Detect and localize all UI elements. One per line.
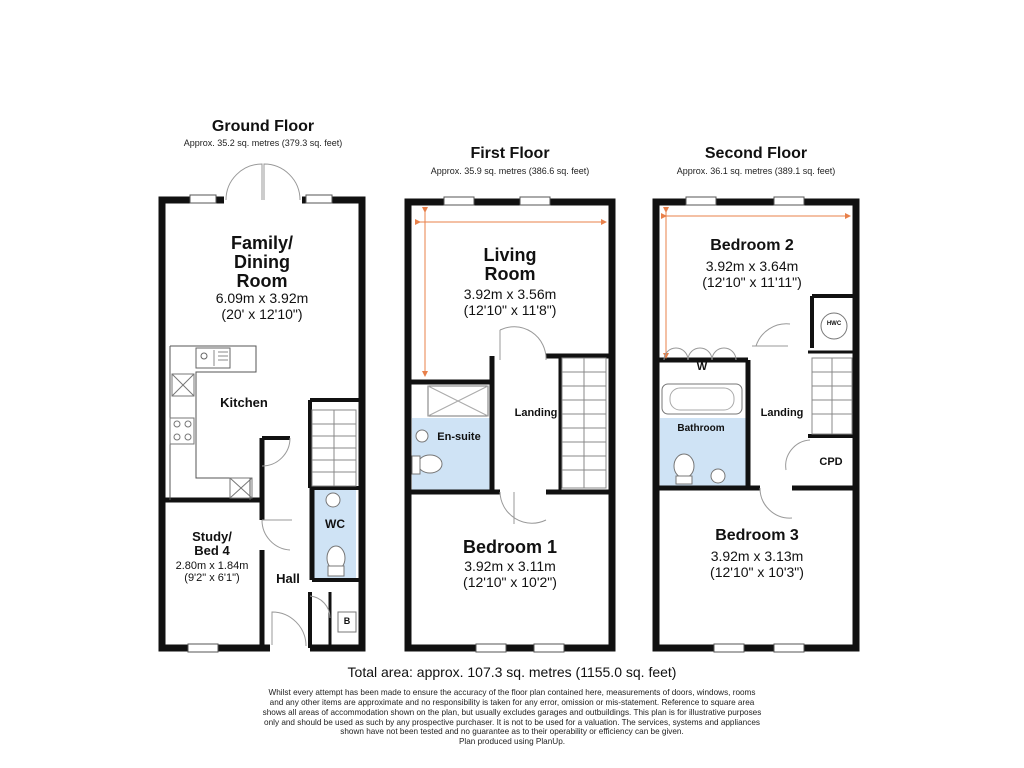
family-dining-room-imperial: (20' x 12'10"): [221, 306, 303, 323]
study-bed4-label: Study/ Bed 4: [192, 529, 232, 558]
living-room-dims: [430, 286, 590, 318]
study-bed4-imperial: (9'2" x 6'1"): [184, 572, 240, 585]
second-floor-title: Second Floor: [704, 145, 808, 162]
ensuite-floor: [412, 418, 490, 490]
disclaimer: [262, 688, 762, 747]
bedroom-2-label: Bedroom 2: [710, 237, 794, 254]
bathroom-label: Bathroom: [677, 423, 725, 434]
boiler-cupboard-label: B: [343, 616, 351, 626]
hwc-label: HWC: [826, 321, 842, 327]
study-bed4-metric: 2.80m x 1.84m: [175, 560, 249, 572]
bedroom-3-label: Bedroom 3: [715, 527, 799, 544]
bedroom-1-metric: 3.92m x 3.11m: [464, 558, 556, 574]
family-dining-room-label: Family/ Dining Room: [230, 233, 294, 291]
total-area: Total area: approx. 107.3 sq. metres (1155.0 sq. feet): [347, 664, 677, 680]
bedroom-2-imperial: (12'10" x 11'11"): [702, 274, 802, 291]
bedroom-1-imperial: (12'10" x 10'2"): [463, 574, 557, 591]
ground-floor-area: Approx. 35.2 sq. metres (379.3 sq. feet): [183, 138, 343, 148]
study-bed4-dims: [166, 560, 258, 584]
wardrobe-label: W: [696, 361, 708, 373]
first-landing-label: Landing: [514, 407, 558, 419]
living-room-imperial: (12'10" x 11'8"): [463, 302, 557, 319]
second-floor-area: Approx. 36.1 sq. metres (389.1 sq. feet): [676, 166, 836, 176]
living-room-label: Living Room: [483, 245, 537, 284]
bedroom-2-dims: [676, 258, 828, 290]
bedroom-3-dims: [676, 548, 838, 580]
family-dining-room-metric: 6.09m x 3.92m: [215, 290, 309, 306]
wc-label: WC: [325, 517, 345, 531]
disclaimer-text: Whilst every attempt has been made to ensure the accuracy of the floor plan contained here, measurements of doors, windows, rooms and any other items are approximate and no responsibility is taken for any error, omission or mis-statement. Reference to square area shows all areas of accommodation shown on the plan, but usually excludes garages and outbuildings. This plan is for illustrative purposes only and should be used as such by any prospective purchaser. It is not to be used for a valuation. The services, systems and appliances shown have not been tested and no guarantee as to their operability or efficiency can be given.: [262, 688, 762, 737]
first-floor-area: Approx. 35.9 sq. metres (386.6 sq. feet): [430, 166, 590, 176]
bedroom-1-dims: [430, 558, 590, 590]
bedroom-2-metric: 3.92m x 3.64m: [705, 258, 799, 274]
family-dining-room-dims: [190, 290, 334, 322]
living-room-metric: 3.92m x 3.56m: [463, 286, 557, 302]
hall-label: Hall: [276, 571, 300, 586]
first-floor-title: First Floor: [470, 145, 550, 162]
bedroom-1-label: Bedroom 1: [462, 537, 558, 557]
ensuite-label: En-suite: [437, 431, 481, 443]
plan-credit: Plan produced using PlanUp.: [458, 737, 566, 747]
bedroom-3-metric: 3.92m x 3.13m: [710, 548, 804, 564]
ground-floor-title: Ground Floor: [211, 118, 315, 135]
kitchen-label: Kitchen: [220, 395, 268, 410]
cpd-label: CPD: [819, 456, 843, 468]
second-landing-label: Landing: [760, 407, 804, 419]
bedroom-3-imperial: (12'10" x 10'3"): [710, 564, 804, 581]
